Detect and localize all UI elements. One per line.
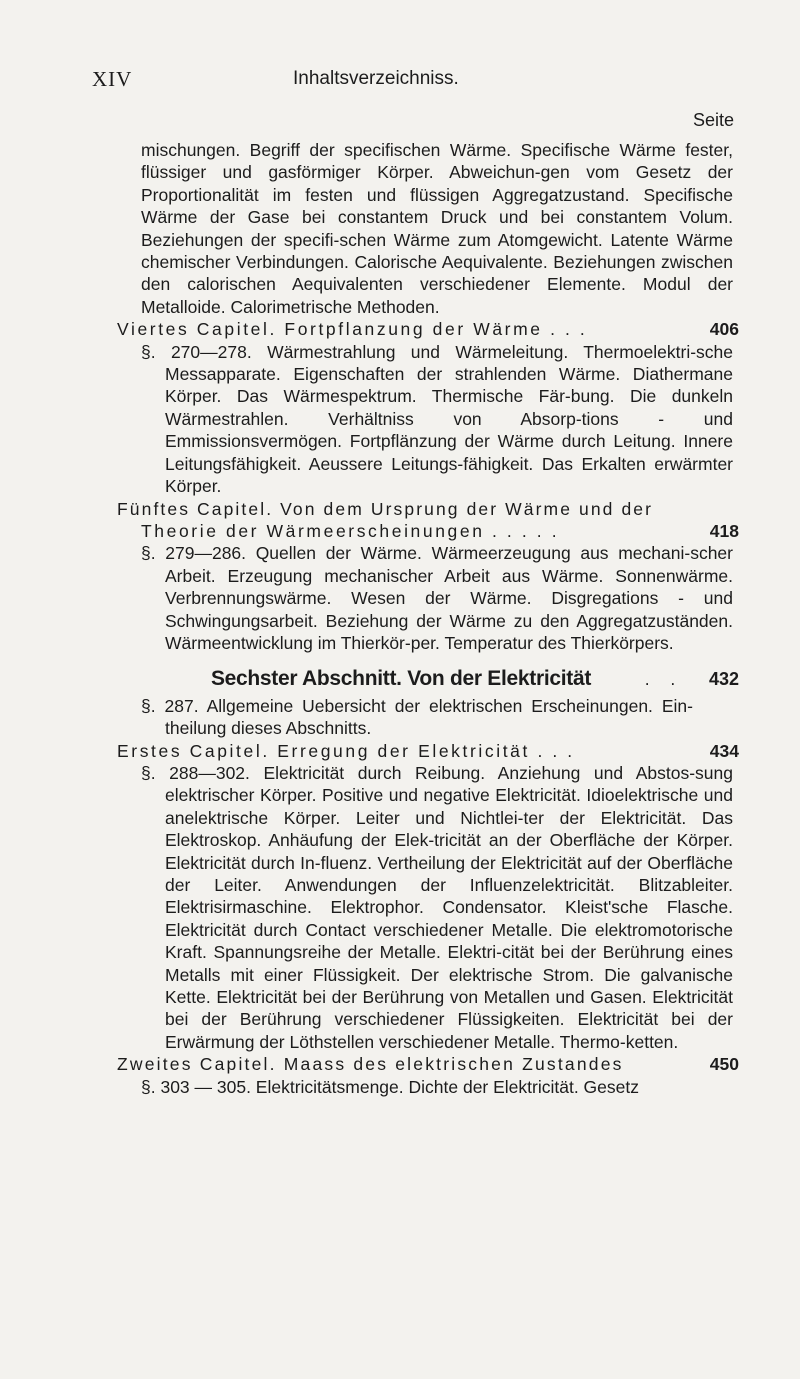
chapter-1-heading [117,740,739,762]
chapter-2-title: Zweites Capitel. Maass des elektrischen Zustandes [117,1054,624,1075]
chapter-4-page: 406 [709,319,739,340]
chapter-5-body [141,542,739,654]
chapter-4-text: §. 270—278. Wärmestrahlung und Wärmeleitung. Thermoelektri-sche Messapparate. Eigenschaften der strahlenden Wärme. Diathermane Körper. Das Wärmespektrum. Thermische Fär-bung. Die dunkeln Wärmestrahlen. Verhältniss von Absorp-tions - und Emmissionsvermögen. Fortpflänzung der Wärme durch Leitung. Innere Leitungsfähigkeit. Aeussere Leitungs-fähigkeit. Das Erkalten erwärmter Körper. [141,341,733,497]
chapter-5-heading-line1 [117,498,739,520]
chapter-4-heading [117,318,739,340]
chapter-2-heading [117,1053,739,1075]
chapter-1-title: Erstes Capitel. Erregung der Elektricität . . . [117,740,575,761]
section-6-dots: . . [644,669,684,690]
chapter-2-body [141,1076,739,1098]
section-6-body [141,695,739,740]
chapter-4-title: Viertes Capitel. Fortpflanzung der Wärme . . . [117,319,588,340]
table-of-contents [117,139,739,1098]
chapter-2-page: 450 [709,1054,739,1075]
chapter-5-page: 418 [709,520,739,541]
running-head [92,64,734,94]
section-6-title: Sechster Abschnitt. Von der Elektricität [210,667,592,691]
page-folio: XIV [92,67,133,91]
section-6-intro: §. 287. Allgemeine Uebersicht der elektrischen Erscheinungen. Ein-theilung dieses Abschnitts. [141,695,693,739]
seite-label: Seite [692,110,734,130]
section-6-heading [117,668,739,690]
chapter-4-body [141,341,739,498]
chapter-5-title-line1: Fünftes Capitel. Von dem Ursprung der Wärme und der [117,498,654,519]
chapter-1-text: §. 288—302. Elektricität durch Reibung. Anziehung und Abstos-sung elektrischer Körper. Positive und negative Elektricität. Idioelektrische und anelektrische Körper. Leiter und Nichtlei-ter der Elektricität. Das Elektroskop. Anhäufung der Elek-tricität an der Oberfläche der Körper. Elektricität durch In-fluenz. Vertheilung der Elektricität auf der Oberfläche der Leiter. Anwendungen der Influenzelektricität. Blitzableiter. Elektrisirmaschine. Elektrophor. Condensator. Kleist'sche Flasche. Elektricität durch Contact verschiedener Metalle. Die elektromotorische Kraft. Spannungsreihe der Metalle. Elektri-cität bei der Berührung eines Metalls mit einer Flüssigkeit. Der elektrische Strom. Die galvanische Kette. Elektricität bei der Berührung von Metallen und Gasen. Elektricität bei der Berührung verschiedener Flüssigkeiten. Elektricität bei der Erwärmung der Löthstellen verschiedener Metalle. Thermo-ketten. [141,762,733,1052]
chapter-2-text: §. 303 — 305. Elektricitätsmenge. Dichte der Elektricität. Gesetz [141,1076,639,1097]
chapter-5-heading-line2 [117,520,739,542]
section-6-page: 432 [708,669,739,690]
chapter-1-body [141,762,739,1053]
chapter-1-page: 434 [709,740,739,761]
chapter-5-title-line2: Theorie der Wärmeerscheinungen . . . . . [141,520,560,541]
top-paragraph: mischungen. Begriff der specifischen Wärme. Specifische Wärme fester, flüssiger und gasförmiger Körper. Abweichun-gen vom Gesetz der Proportionalität im festen und flüssigen Aggregatzustand. Specifische Wärme der Gase bei constantem Druck und bei constantem Volum. Beziehungen der specifi-schen Wärme zum Atomgewicht. Latente Wärme chemischer Verbindungen. Calorische Aequivalente. Beziehungen zwischen den calorischen Aequivalenten verschiedener Elemente. Modul der Metalloide. Calorimetrische Methoden. [141,140,733,317]
running-title: Inhaltsverzeichniss. [293,68,459,89]
chapter-5-text: §. 279—286. Quellen der Wärme. Wärmeerzeugung aus mechani-scher Arbeit. Erzeugung mechanischer Arbeit aus Wärme. Sonnenwärme. Verbrennungswärme. Wesen der Wärme. Disgregations - und Schwingungsarbeit. Beziehung der Wärme zu den Aggregatzuständen. Wärmeentwicklung im Thierkör-per. Temperatur des Thierkörpers. [141,543,733,653]
